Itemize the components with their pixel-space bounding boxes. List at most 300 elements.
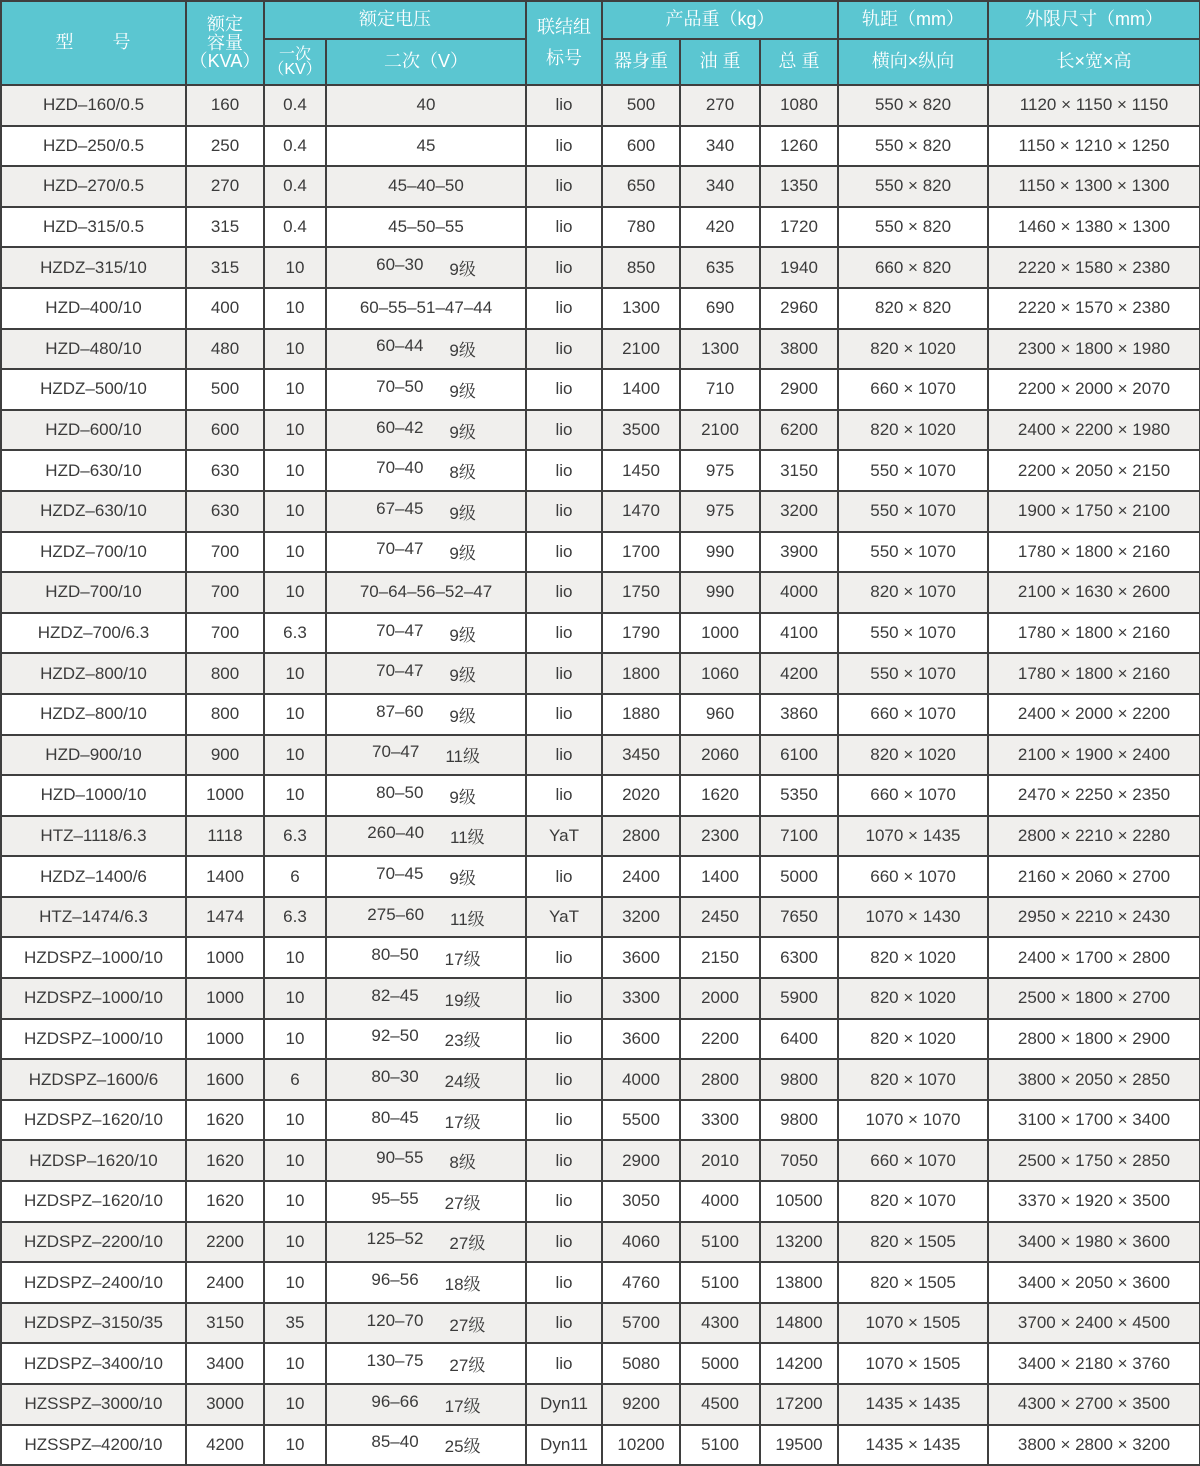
secondary-voltage-cell [326, 532, 526, 573]
capacity-cell: 3000 [186, 1384, 264, 1425]
oil-weight-cell: 1000 [680, 613, 760, 654]
secondary-voltage-range: 275–60 [367, 904, 425, 924]
gauge-cell: 660 × 820 [838, 247, 988, 288]
total-weight-cell: 7050 [760, 1140, 838, 1181]
connection-group-cell: lio [526, 653, 602, 694]
dims-cell: 1780 × 1800 × 2160 [988, 613, 1200, 654]
connection-group-cell: Dyn11 [526, 1384, 602, 1425]
gauge-cell: 550 × 1070 [838, 613, 988, 654]
total-weight-cell: 4200 [760, 653, 838, 694]
oil-weight-cell: 635 [680, 247, 760, 288]
connection-group-cell: lio [526, 1262, 602, 1303]
connection-group-cell: lio [526, 491, 602, 532]
secondary-voltage-steps: 9级 [449, 666, 476, 686]
model-cell: HZDSPZ–2200/10 [1, 1222, 186, 1263]
connection-group-cell: lio [526, 450, 602, 491]
total-weight-cell: 5000 [760, 856, 838, 897]
secondary-voltage-cell [326, 937, 526, 978]
capacity-cell: 1620 [186, 1181, 264, 1222]
dims-cell: 1460 × 1380 × 1300 [988, 207, 1200, 248]
oil-weight-cell: 990 [680, 572, 760, 613]
table-row [1, 1222, 1200, 1263]
gauge-cell: 820 × 820 [838, 288, 988, 329]
gauge-cell: 550 × 820 [838, 207, 988, 248]
primary-voltage-cell: 10 [264, 775, 326, 816]
table-row [1, 288, 1200, 329]
total-weight-cell: 4100 [760, 613, 838, 654]
secondary-voltage-range: 70–47 [376, 539, 424, 559]
secondary-voltage-cell [326, 410, 526, 451]
oil-weight-cell: 5100 [680, 1425, 760, 1466]
connection-group-cell: lio [526, 1019, 602, 1060]
body-weight-cell: 500 [602, 85, 680, 126]
body-weight-cell: 1300 [602, 288, 680, 329]
secondary-voltage-cell [326, 775, 526, 816]
total-weight-cell: 1940 [760, 247, 838, 288]
table-row [1, 735, 1200, 776]
table-row [1, 1343, 1200, 1384]
primary-voltage-cell: 6 [264, 856, 326, 897]
secondary-voltage-range: 260–40 [367, 823, 425, 843]
capacity-cell: 1000 [186, 775, 264, 816]
body-weight-cell: 9200 [602, 1384, 680, 1425]
primary-voltage-cell: 10 [264, 247, 326, 288]
secondary-voltage-range: 67–45 [376, 498, 424, 518]
header-dims: 外限尺寸（mm） [988, 1, 1200, 39]
total-weight-cell: 5350 [760, 775, 838, 816]
body-weight-cell: 780 [602, 207, 680, 248]
dims-cell: 2220 × 1570 × 2380 [988, 288, 1200, 329]
header-body-weight: 器身重 [602, 39, 680, 85]
body-weight-cell: 2020 [602, 775, 680, 816]
secondary-voltage-steps: 17级 [444, 1396, 481, 1416]
table-row [1, 207, 1200, 248]
body-weight-cell: 1470 [602, 491, 680, 532]
oil-weight-cell: 690 [680, 288, 760, 329]
primary-voltage-cell: 10 [264, 1384, 326, 1425]
header-total-weight: 总 重 [760, 39, 838, 85]
dims-cell: 1150 × 1300 × 1300 [988, 166, 1200, 207]
primary-voltage-cell: 10 [264, 653, 326, 694]
body-weight-cell: 3450 [602, 735, 680, 776]
gauge-cell: 550 × 1070 [838, 450, 988, 491]
total-weight-cell: 4000 [760, 572, 838, 613]
gauge-cell: 1070 × 1435 [838, 816, 988, 857]
connection-group-cell: lio [526, 613, 602, 654]
dims-cell: 2800 × 1800 × 2900 [988, 1019, 1200, 1060]
gauge-cell: 1070 × 1430 [838, 897, 988, 938]
secondary-voltage-cell [326, 1343, 526, 1384]
primary-voltage-cell: 10 [264, 978, 326, 1019]
dims-cell: 2470 × 2250 × 2350 [988, 775, 1200, 816]
secondary-voltage-cell [326, 1303, 526, 1344]
capacity-cell: 800 [186, 653, 264, 694]
primary-voltage-cell: 10 [264, 1181, 326, 1222]
capacity-cell: 270 [186, 166, 264, 207]
gauge-cell: 660 × 1070 [838, 775, 988, 816]
oil-weight-cell: 5100 [680, 1262, 760, 1303]
total-weight-cell: 3860 [760, 694, 838, 735]
header-rated-voltage: 额定电压 [264, 1, 526, 39]
body-weight-cell: 1450 [602, 450, 680, 491]
capacity-cell: 1620 [186, 1140, 264, 1181]
oil-weight-cell: 4000 [680, 1181, 760, 1222]
dims-cell: 3800 × 2800 × 3200 [988, 1425, 1200, 1466]
total-weight-cell: 9800 [760, 1100, 838, 1141]
secondary-voltage-cell [326, 247, 526, 288]
secondary-voltage-cell [326, 1140, 526, 1181]
table-header [1, 1, 1200, 85]
secondary-voltage-range: 90–55 [376, 1148, 424, 1168]
oil-weight-cell: 2300 [680, 816, 760, 857]
primary-voltage-cell: 6.3 [264, 897, 326, 938]
header-rated-capacity-line1: 额定 [207, 14, 243, 35]
gauge-cell: 820 × 1020 [838, 1019, 988, 1060]
secondary-voltage-range: 80–50 [371, 945, 419, 965]
secondary-voltage-steps: 27级 [444, 1193, 481, 1213]
gauge-cell: 550 × 820 [838, 85, 988, 126]
secondary-voltage-steps: 11级 [450, 828, 485, 848]
model-cell: HZDSPZ–3400/10 [1, 1343, 186, 1384]
oil-weight-cell: 1620 [680, 775, 760, 816]
body-weight-cell: 600 [602, 126, 680, 167]
table-row [1, 247, 1200, 288]
connection-group-cell: lio [526, 1181, 602, 1222]
primary-voltage-cell: 10 [264, 1140, 326, 1181]
connection-group-cell: lio [526, 410, 602, 451]
body-weight-cell: 1700 [602, 532, 680, 573]
dims-cell: 3100 × 1700 × 3400 [988, 1100, 1200, 1141]
connection-group-cell: lio [526, 207, 602, 248]
capacity-cell: 2400 [186, 1262, 264, 1303]
model-cell: HZD–480/10 [1, 329, 186, 370]
primary-voltage-cell: 10 [264, 410, 326, 451]
body-weight-cell: 5500 [602, 1100, 680, 1141]
model-cell: HZDZ–315/10 [1, 247, 186, 288]
primary-voltage-cell: 0.4 [264, 126, 326, 167]
table-row [1, 613, 1200, 654]
header-rated-capacity-line3: （KVA） [189, 51, 261, 72]
secondary-voltage-cell [326, 653, 526, 694]
secondary-voltage-range: 70–47 [376, 620, 424, 640]
primary-voltage-cell: 10 [264, 572, 326, 613]
secondary-voltage-cell [326, 491, 526, 532]
primary-voltage-cell: 0.4 [264, 85, 326, 126]
total-weight-cell: 1720 [760, 207, 838, 248]
secondary-voltage-steps: 27级 [449, 1234, 486, 1254]
total-weight-cell: 7100 [760, 816, 838, 857]
dims-cell: 2100 × 1630 × 2600 [988, 572, 1200, 613]
secondary-voltage-cell [326, 329, 526, 370]
secondary-voltage-steps: 9级 [449, 625, 476, 645]
table-row [1, 329, 1200, 370]
dims-cell: 2400 × 2000 × 2200 [988, 694, 1200, 735]
total-weight-cell: 2960 [760, 288, 838, 329]
oil-weight-cell: 340 [680, 166, 760, 207]
body-weight-cell: 1400 [602, 369, 680, 410]
oil-weight-cell: 2200 [680, 1019, 760, 1060]
secondary-voltage-cell [326, 572, 526, 613]
secondary-voltage-steps: 9级 [449, 869, 476, 889]
total-weight-cell: 3800 [760, 329, 838, 370]
connection-group-cell: lio [526, 1100, 602, 1141]
connection-group-cell: lio [526, 247, 602, 288]
secondary-voltage-range: 70–40 [376, 458, 424, 478]
gauge-cell: 820 × 1020 [838, 978, 988, 1019]
secondary-voltage-cell [326, 450, 526, 491]
table-row [1, 410, 1200, 451]
total-weight-cell: 10500 [760, 1181, 838, 1222]
dims-cell: 2800 × 2210 × 2280 [988, 816, 1200, 857]
dims-cell: 1900 × 1750 × 2100 [988, 491, 1200, 532]
dims-cell: 3800 × 2050 × 2850 [988, 1059, 1200, 1100]
total-weight-cell: 6300 [760, 937, 838, 978]
primary-voltage-cell: 10 [264, 369, 326, 410]
total-weight-cell: 13800 [760, 1262, 838, 1303]
body-weight-cell: 2800 [602, 816, 680, 857]
total-weight-cell: 3150 [760, 450, 838, 491]
gauge-cell: 550 × 820 [838, 126, 988, 167]
capacity-cell: 315 [186, 207, 264, 248]
oil-weight-cell: 990 [680, 532, 760, 573]
gauge-cell: 820 × 1020 [838, 410, 988, 451]
oil-weight-cell: 1400 [680, 856, 760, 897]
primary-voltage-cell: 6 [264, 1059, 326, 1100]
total-weight-cell: 17200 [760, 1384, 838, 1425]
secondary-voltage-steps: 17级 [444, 950, 481, 970]
table-row [1, 1181, 1200, 1222]
secondary-voltage-range: 60–42 [376, 417, 424, 437]
table-row [1, 1384, 1200, 1425]
capacity-cell: 630 [186, 491, 264, 532]
oil-weight-cell: 1300 [680, 329, 760, 370]
header-product-weight: 产品重（kg） [602, 1, 838, 39]
secondary-voltage-steps: 25级 [444, 1437, 481, 1457]
connection-group-cell: lio [526, 288, 602, 329]
secondary-voltage-range: 70–64–56–52–47 [359, 582, 493, 602]
primary-voltage-cell: 10 [264, 450, 326, 491]
secondary-voltage-cell [326, 85, 526, 126]
table-row [1, 653, 1200, 694]
secondary-voltage-steps: 9级 [449, 706, 476, 726]
secondary-voltage-range: 96–56 [371, 1270, 419, 1290]
secondary-voltage-cell [326, 207, 526, 248]
table-row [1, 126, 1200, 167]
model-cell: HZDSPZ–1620/10 [1, 1100, 186, 1141]
primary-voltage-cell: 35 [264, 1303, 326, 1344]
secondary-voltage-range: 70–45 [376, 864, 424, 884]
header-dims-sub: 长×宽×高 [988, 39, 1200, 85]
capacity-cell: 1118 [186, 816, 264, 857]
table-row [1, 978, 1200, 1019]
secondary-voltage-range: 45–40–50 [388, 176, 464, 196]
primary-voltage-cell: 10 [264, 735, 326, 776]
gauge-cell: 660 × 1070 [838, 856, 988, 897]
body-weight-cell: 5700 [602, 1303, 680, 1344]
oil-weight-cell: 420 [680, 207, 760, 248]
dims-cell: 2200 × 2050 × 2150 [988, 450, 1200, 491]
secondary-voltage-range: 60–55–51–47–44 [359, 298, 493, 318]
secondary-voltage-cell [326, 1059, 526, 1100]
gauge-cell: 820 × 1070 [838, 1059, 988, 1100]
gauge-cell: 660 × 1070 [838, 694, 988, 735]
secondary-voltage-range: 95–55 [371, 1188, 419, 1208]
capacity-cell: 400 [186, 288, 264, 329]
table-row [1, 1059, 1200, 1100]
dims-cell: 4300 × 2700 × 3500 [988, 1384, 1200, 1425]
secondary-voltage-cell [326, 369, 526, 410]
model-cell: HZDSPZ–2400/10 [1, 1262, 186, 1303]
capacity-cell: 800 [186, 694, 264, 735]
dims-cell: 1780 × 1800 × 2160 [988, 653, 1200, 694]
secondary-voltage-range: 60–30 [376, 255, 424, 275]
oil-weight-cell: 710 [680, 369, 760, 410]
connection-group-cell: lio [526, 1140, 602, 1181]
model-cell: HZSSPZ–4200/10 [1, 1425, 186, 1466]
dims-cell: 3400 × 2050 × 3600 [988, 1262, 1200, 1303]
oil-weight-cell: 2060 [680, 735, 760, 776]
table-row [1, 775, 1200, 816]
secondary-voltage-range: 80–30 [371, 1067, 419, 1087]
capacity-cell: 700 [186, 532, 264, 573]
primary-voltage-cell: 10 [264, 1262, 326, 1303]
gauge-cell: 550 × 1070 [838, 653, 988, 694]
oil-weight-cell: 3300 [680, 1100, 760, 1141]
total-weight-cell: 5900 [760, 978, 838, 1019]
total-weight-cell: 3900 [760, 532, 838, 573]
secondary-voltage-steps: 18级 [444, 1275, 481, 1295]
oil-weight-cell: 2000 [680, 978, 760, 1019]
secondary-voltage-steps: 27级 [449, 1315, 486, 1335]
connection-group-cell: lio [526, 1303, 602, 1344]
dims-cell: 1120 × 1150 × 1150 [988, 85, 1200, 126]
capacity-cell: 500 [186, 369, 264, 410]
dims-cell: 3370 × 1920 × 3500 [988, 1181, 1200, 1222]
capacity-cell: 900 [186, 735, 264, 776]
secondary-voltage-steps: 9级 [449, 544, 476, 564]
header-primary-voltage [264, 39, 326, 85]
model-cell: HZDZ–700/6.3 [1, 613, 186, 654]
gauge-cell: 820 × 1505 [838, 1222, 988, 1263]
capacity-cell: 1620 [186, 1100, 264, 1141]
gauge-cell: 1435 × 1435 [838, 1384, 988, 1425]
header-rated-capacity [186, 1, 264, 85]
capacity-cell: 1000 [186, 1019, 264, 1060]
header-connection-group [526, 1, 602, 85]
total-weight-cell: 1080 [760, 85, 838, 126]
table-row [1, 85, 1200, 126]
secondary-voltage-cell [326, 1384, 526, 1425]
capacity-cell: 630 [186, 450, 264, 491]
total-weight-cell: 1350 [760, 166, 838, 207]
header-secondary-voltage: 二次（V） [326, 39, 526, 85]
table-row [1, 1019, 1200, 1060]
total-weight-cell: 1260 [760, 126, 838, 167]
table-row [1, 1100, 1200, 1141]
secondary-voltage-cell [326, 694, 526, 735]
model-cell: HZD–1000/10 [1, 775, 186, 816]
secondary-voltage-steps: 9级 [449, 260, 476, 280]
connection-group-cell: lio [526, 166, 602, 207]
model-cell: HZDZ–800/10 [1, 653, 186, 694]
primary-voltage-cell: 10 [264, 1343, 326, 1384]
dims-cell: 1150 × 1210 × 1250 [988, 126, 1200, 167]
model-cell: HZDSPZ–1620/10 [1, 1181, 186, 1222]
capacity-cell: 1000 [186, 978, 264, 1019]
total-weight-cell: 13200 [760, 1222, 838, 1263]
oil-weight-cell: 1060 [680, 653, 760, 694]
model-cell: HZDSPZ–3150/35 [1, 1303, 186, 1344]
total-weight-cell: 2900 [760, 369, 838, 410]
capacity-cell: 160 [186, 85, 264, 126]
secondary-voltage-steps: 8级 [449, 463, 476, 483]
model-cell: HZD–400/10 [1, 288, 186, 329]
oil-weight-cell: 4300 [680, 1303, 760, 1344]
secondary-voltage-cell [326, 1425, 526, 1466]
body-weight-cell: 10200 [602, 1425, 680, 1466]
oil-weight-cell: 270 [680, 85, 760, 126]
capacity-cell: 3400 [186, 1343, 264, 1384]
body-weight-cell: 3200 [602, 897, 680, 938]
primary-voltage-cell: 0.4 [264, 166, 326, 207]
capacity-cell: 600 [186, 410, 264, 451]
capacity-cell: 1600 [186, 1059, 264, 1100]
gauge-cell: 1070 × 1505 [838, 1303, 988, 1344]
connection-group-cell: lio [526, 937, 602, 978]
oil-weight-cell: 5100 [680, 1222, 760, 1263]
secondary-voltage-range: 96–66 [371, 1391, 419, 1411]
gauge-cell: 550 × 1070 [838, 491, 988, 532]
body-weight-cell: 1750 [602, 572, 680, 613]
secondary-voltage-steps: 11级 [450, 909, 485, 929]
model-cell: HZDSPZ–1000/10 [1, 937, 186, 978]
secondary-voltage-cell [326, 735, 526, 776]
body-weight-cell: 3500 [602, 410, 680, 451]
connection-group-cell: lio [526, 1059, 602, 1100]
model-cell: HZDZ–500/10 [1, 369, 186, 410]
model-cell: HTZ–1474/6.3 [1, 897, 186, 938]
model-cell: HZDSP–1620/10 [1, 1140, 186, 1181]
model-cell: HZD–270/0.5 [1, 166, 186, 207]
secondary-voltage-steps: 9级 [449, 787, 476, 807]
capacity-cell: 1474 [186, 897, 264, 938]
secondary-voltage-cell [326, 613, 526, 654]
secondary-voltage-cell [326, 1181, 526, 1222]
table-row [1, 1140, 1200, 1181]
oil-weight-cell: 2800 [680, 1059, 760, 1100]
secondary-voltage-range: 85–40 [371, 1432, 419, 1452]
connection-group-cell: lio [526, 1343, 602, 1384]
model-cell: HZDSPZ–1600/6 [1, 1059, 186, 1100]
secondary-voltage-range: 120–70 [366, 1310, 424, 1330]
secondary-voltage-range: 70–47 [376, 661, 424, 681]
header-rated-capacity-line2: 容量 [207, 32, 243, 53]
body-weight-cell: 3600 [602, 937, 680, 978]
table-row [1, 856, 1200, 897]
table-row [1, 491, 1200, 532]
model-cell: HZD–160/0.5 [1, 85, 186, 126]
dims-cell: 2950 × 2210 × 2430 [988, 897, 1200, 938]
model-cell: HZDZ–700/10 [1, 532, 186, 573]
connection-group-cell: lio [526, 735, 602, 776]
oil-weight-cell: 975 [680, 450, 760, 491]
secondary-voltage-cell [326, 816, 526, 857]
table-row [1, 572, 1200, 613]
gauge-cell: 550 × 1070 [838, 532, 988, 573]
gauge-cell: 820 × 1070 [838, 572, 988, 613]
capacity-cell: 4200 [186, 1425, 264, 1466]
connection-group-cell: Dyn11 [526, 1425, 602, 1466]
